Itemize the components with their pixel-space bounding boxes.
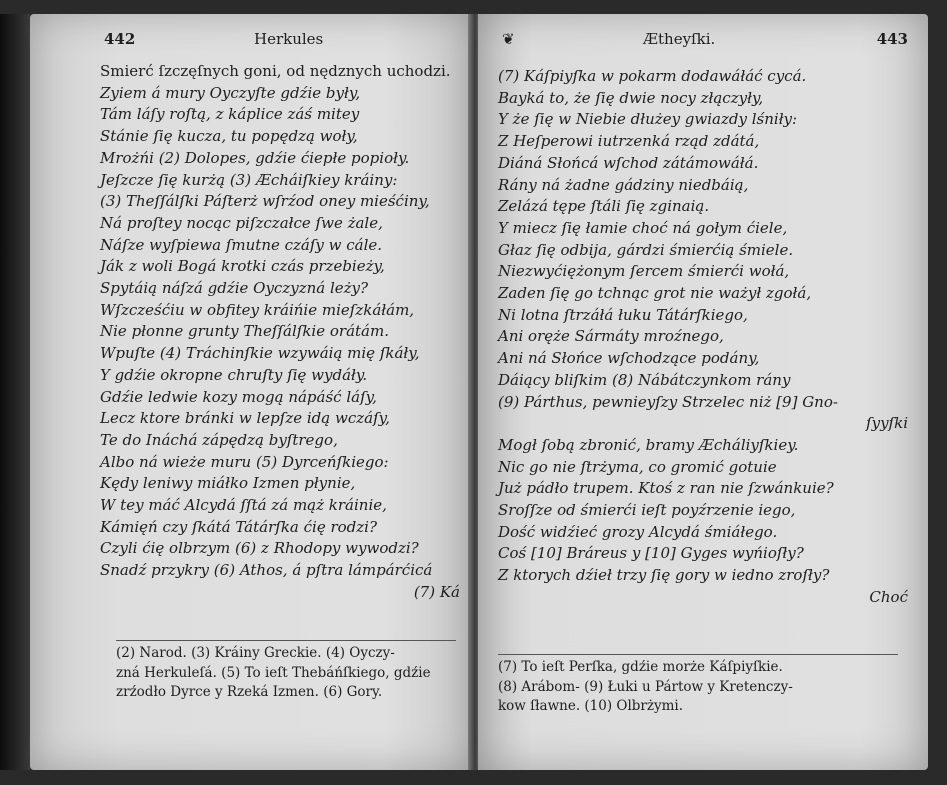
left-page-header [30,30,472,54]
catchword: (7) Ká [413,582,460,601]
verse-line: Y miecz ſię łamie choć ná gołym ćiele, [498,218,788,237]
verse-line: Spytáią náſzá gdźie Oyczyzná leży? [100,279,369,298]
left-running-head: Herkules [254,30,324,48]
verse-line: Tám láſy roſtą, z káplice záś mitey [100,105,360,124]
verse-line: Dáiący bliſkim (8) Nábátczynkom rány [498,370,791,389]
verse-line: Sroſſze od śmierći ieſt poyźrzenie iego, [498,501,796,520]
verse-line: Diáná Słońcá wſchod zátámowáłá. [498,153,759,172]
verse-line: (3) Theſſálſki Páſterż wſrźod oney mieśćiny, [100,192,430,211]
left-edge-shadow [0,14,30,770]
verse-line: Dość widźieć grozy Alcydá śmiáłego. [498,522,778,541]
footnote-line: zná Herkuleſá. (5) To ieſt Thebáńſkiego, gdźie [116,664,431,681]
verse-line: Zyiem á mury Oyczyſte gdźie były, [100,83,361,102]
verse-line: Kámięń czy ſkátá Tátárſka ćię rodzi? [100,517,378,536]
footnote-line: zrźodło Dyrce y Rzeká Izmen. (6) Gory. [116,684,383,700]
right-footnote-rule [498,654,898,655]
verse-line: Ani oręże Sármáty mroźnego, [498,327,724,346]
footnote-line: (7) To ieſt Perſka, gdźie morże Káſpiyſkie. [498,659,783,675]
verse-line: Coś [10] Bráreus y [10] Gyges wyńioſły? [498,544,804,563]
verse-line: Ná proſtey nocąc piſzczałce ſwe żale, [100,213,383,232]
footnote-line: (8) Arábom- (9) Łuki u Pártow y Kretenczy- [498,678,793,695]
verse-line: Z ktorych dźieł trzy ſię gory w iedno zroſły? [498,566,830,585]
left-footnote-rule [116,640,456,641]
verse-line: Mogł ſobą zbronić, bramy Æcháliyſkiey. [498,435,799,454]
verse-line: Stánie ſię kucza, tu popędzą woły, [100,127,358,146]
verse-line: Jeſzcze ſię kurżą (3) Æcháiſkiey kráiny: [100,170,398,189]
verse-line: Gdźie ledwie kozy mogą nápáść láſy, [100,387,377,406]
verse-line: Náſze wyſpiewa ſmutne czáſy w cále. [100,235,383,254]
verse-line: Snadź przykry (6) Athos, á pſtra lámpárćicá [100,561,433,580]
verse-line: Bayká to, że ſię dwie nocy złączyły, [498,88,764,107]
verse-line: Kędy leniwy miáłko Izmen płynie, [100,474,356,493]
verse-line: Już pádło trupem. Ktoś z ran nie ſzwánkuie? [498,479,834,498]
right-page [478,14,928,770]
verse-line: Ják z woli Bogá krotki czás przebieży, [100,257,385,276]
verse-line: (7) Káſpiyſka w pokarm dodawáłáć cycá. [498,67,807,85]
footnote-line: (2) Narod. (3) Kráiny Greckie. (4) Oyczy- [116,645,395,661]
verse-line: Albo ná wieże muru (5) Dyrceńſkiego: [100,452,389,471]
verse-line: Lecz ktore bránki w lepſze idą wczáſy, [100,409,390,428]
left-footnotes [116,644,466,703]
right-page-header [478,30,928,54]
left-page-number: 442 [104,30,136,48]
verse-line: Wſzcześćiu w obfitey kráińie mieſzkáłám, [100,300,415,319]
verse-line: Te do Ináchá zápędzą byſtrego, [100,430,338,449]
fleuron-ornament-icon: ❦ [502,30,515,48]
footnote-line: kow ſławne. (10) Olbrżymi. [498,698,684,714]
verse-line: ſyyſki [866,414,908,433]
verse-line: Smierć ſzczęſnych goni, od nędznych uchodzi. [100,62,451,80]
verse-line: Zelázá tępe ſtáli ſię zginaią. [498,197,710,216]
verse-line: Czyli ćię olbrzym (6) z Rhodopy wywodzi? [100,539,419,558]
verse-line: Nie płonne grunty Theſſálſkie orátám. [100,322,389,341]
right-running-head: Ætheyſki. [643,30,716,48]
catchword: Choć [869,587,908,606]
right-verse-block [498,66,918,609]
verse-line: W tey máć Alcydá ſſtá zá mąż kráinie, [100,496,387,515]
left-verse-block [100,61,470,604]
verse-line: (9) Párthus, pewnieyſzy Strzelec niż [9] Gno- [498,392,838,411]
verse-line: Ani ná Słońce wſchodzące podány, [498,349,760,368]
verse-line: Y że ſię w Niebie dłużey gwiazdy lśniły: [498,110,798,129]
verse-line: Niezwyćiężonym ſercem śmierći wołá, [498,262,790,281]
verse-line: Wpuſte (4) Tráchinſkie wzywáią mię ſkáły, [100,344,420,363]
verse-line: Zaden ſię go tchnąc grot nie ważył zgołá, [498,284,812,303]
verse-line: Y gdźie okropne chruſty ſię wydáły. [100,365,368,384]
right-page-number: 443 [876,30,908,48]
right-footnotes [498,658,908,717]
verse-line: Z Heſperowi iutrzenká rząd zdátá, [498,132,760,151]
left-page [30,14,472,770]
verse-line: Nic go nie ſtrżyma, co gromić gotuie [498,457,777,476]
verse-line: Głaz ſię odbija, gárdzi śmierćią śmiele. [498,240,794,259]
verse-line: Rány ná żadne gádziny niedbáią, [498,175,749,194]
verse-line: Ni lotna ſtrzáłá łuku Tátárſkiego, [498,305,748,324]
verse-line: Mrożńi (2) Dolopes, gdźie ćiepłe popioły. [100,148,410,167]
